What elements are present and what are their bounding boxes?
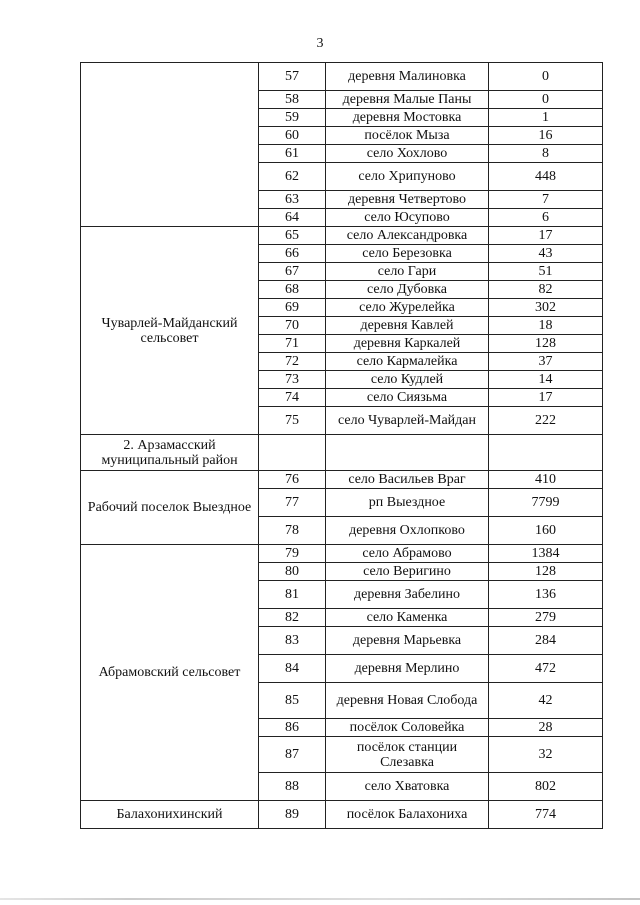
population-cell: 82 <box>489 281 603 299</box>
population-cell: 6 <box>489 209 603 227</box>
settlement-number-cell: 77 <box>259 489 326 517</box>
settlement-name-cell: деревня Четвертово <box>326 191 489 209</box>
settlement-name-cell: рп Выездное <box>326 489 489 517</box>
population-cell: 14 <box>489 371 603 389</box>
settlement-number-cell <box>259 435 326 471</box>
population-cell: 51 <box>489 263 603 281</box>
population-cell: 222 <box>489 407 603 435</box>
settlement-name-cell: село Кармалейка <box>326 353 489 371</box>
settlement-name-cell: деревня Мерлино <box>326 655 489 683</box>
settlement-number-cell: 60 <box>259 127 326 145</box>
settlement-number-cell: 62 <box>259 163 326 191</box>
settlements-table <box>80 62 603 829</box>
settlement-number-cell: 80 <box>259 563 326 581</box>
population-cell <box>489 435 603 471</box>
population-cell: 136 <box>489 581 603 609</box>
settlement-name-cell: деревня Охлопково <box>326 517 489 545</box>
population-cell: 17 <box>489 389 603 407</box>
population-cell: 279 <box>489 609 603 627</box>
municipality-cell: Рабочий поселок Выездное <box>81 471 259 545</box>
settlement-number-cell: 61 <box>259 145 326 163</box>
settlement-number-cell: 87 <box>259 737 326 773</box>
settlement-name-cell: посёлок Соловейка <box>326 719 489 737</box>
settlement-number-cell: 86 <box>259 719 326 737</box>
population-cell: 160 <box>489 517 603 545</box>
population-cell: 448 <box>489 163 603 191</box>
table-row <box>81 63 603 91</box>
population-cell: 7799 <box>489 489 603 517</box>
settlement-name-cell: село Дубовка <box>326 281 489 299</box>
municipality-cell: Балахонихинский <box>81 801 259 829</box>
settlement-name-cell: село Веригино <box>326 563 489 581</box>
municipality-cell <box>81 63 259 227</box>
population-cell: 410 <box>489 471 603 489</box>
settlement-number-cell: 65 <box>259 227 326 245</box>
municipality-cell: 2. Арзамасский муниципальный район <box>81 435 259 471</box>
settlement-name-cell: село Александровка <box>326 227 489 245</box>
table-row <box>81 471 603 489</box>
settlement-number-cell: 66 <box>259 245 326 263</box>
population-cell: 302 <box>489 299 603 317</box>
settlement-number-cell: 75 <box>259 407 326 435</box>
population-cell: 1 <box>489 109 603 127</box>
population-cell: 128 <box>489 335 603 353</box>
settlement-name-cell: деревня Малиновка <box>326 63 489 91</box>
settlement-number-cell: 79 <box>259 545 326 563</box>
settlement-name-cell: деревня Новая Слобода <box>326 683 489 719</box>
settlement-name-cell: деревня Марьевка <box>326 627 489 655</box>
settlement-name-cell: посёлок станции Слезавка <box>326 737 489 773</box>
settlement-number-cell: 71 <box>259 335 326 353</box>
scan-edge <box>0 898 640 900</box>
population-cell: 7 <box>489 191 603 209</box>
settlement-number-cell: 63 <box>259 191 326 209</box>
settlement-name-cell: село Кудлей <box>326 371 489 389</box>
settlement-name-cell: деревня Малые Паны <box>326 91 489 109</box>
settlement-number-cell: 68 <box>259 281 326 299</box>
settlement-name-cell: деревня Мостовка <box>326 109 489 127</box>
settlement-name-cell: село Сиязьма <box>326 389 489 407</box>
settlement-number-cell: 57 <box>259 63 326 91</box>
settlement-number-cell: 83 <box>259 627 326 655</box>
population-cell: 774 <box>489 801 603 829</box>
settlement-name-cell: село Васильев Враг <box>326 471 489 489</box>
settlement-number-cell: 58 <box>259 91 326 109</box>
settlement-name-cell: село Хрипуново <box>326 163 489 191</box>
settlement-number-cell: 73 <box>259 371 326 389</box>
population-cell: 802 <box>489 773 603 801</box>
settlement-number-cell: 81 <box>259 581 326 609</box>
population-cell: 0 <box>489 63 603 91</box>
settlement-number-cell: 84 <box>259 655 326 683</box>
settlement-name-cell: деревня Кавлей <box>326 317 489 335</box>
settlement-number-cell: 76 <box>259 471 326 489</box>
settlement-name-cell: село Березовка <box>326 245 489 263</box>
settlement-number-cell: 69 <box>259 299 326 317</box>
population-cell: 16 <box>489 127 603 145</box>
settlement-number-cell: 59 <box>259 109 326 127</box>
settlement-number-cell: 72 <box>259 353 326 371</box>
municipality-cell: Чуварлей-Майданский сельсовет <box>81 227 259 435</box>
settlement-name-cell: село Чуварлей-Майдан <box>326 407 489 435</box>
settlement-number-cell: 85 <box>259 683 326 719</box>
population-cell: 128 <box>489 563 603 581</box>
settlement-name-cell: село Хватовка <box>326 773 489 801</box>
population-cell: 43 <box>489 245 603 263</box>
population-cell: 284 <box>489 627 603 655</box>
page-number: 3 <box>316 36 324 51</box>
settlement-number-cell: 89 <box>259 801 326 829</box>
settlement-name-cell: деревня Каркалей <box>326 335 489 353</box>
population-cell: 17 <box>489 227 603 245</box>
settlement-name-cell: село Абрамово <box>326 545 489 563</box>
settlement-number-cell: 88 <box>259 773 326 801</box>
settlement-name-cell: село Гари <box>326 263 489 281</box>
settlement-number-cell: 64 <box>259 209 326 227</box>
table-row <box>81 227 603 245</box>
population-cell: 28 <box>489 719 603 737</box>
settlement-name-cell: село Хохлово <box>326 145 489 163</box>
population-cell: 472 <box>489 655 603 683</box>
settlement-number-cell: 70 <box>259 317 326 335</box>
settlement-number-cell: 78 <box>259 517 326 545</box>
settlement-name-cell <box>326 435 489 471</box>
population-cell: 37 <box>489 353 603 371</box>
population-cell: 42 <box>489 683 603 719</box>
table-row <box>81 545 603 563</box>
settlement-number-cell: 82 <box>259 609 326 627</box>
table-row <box>81 801 603 829</box>
settlement-name-cell: село Каменка <box>326 609 489 627</box>
settlement-name-cell: деревня Забелино <box>326 581 489 609</box>
population-cell: 32 <box>489 737 603 773</box>
population-cell: 0 <box>489 91 603 109</box>
population-cell: 8 <box>489 145 603 163</box>
settlement-name-cell: село Журелейка <box>326 299 489 317</box>
settlement-name-cell: посёлок Балахониха <box>326 801 489 829</box>
settlement-name-cell: посёлок Мыза <box>326 127 489 145</box>
population-cell: 1384 <box>489 545 603 563</box>
settlement-number-cell: 67 <box>259 263 326 281</box>
municipality-cell: Абрамовский сельсовет <box>81 545 259 801</box>
population-cell: 18 <box>489 317 603 335</box>
table-row <box>81 435 603 471</box>
settlement-name-cell: село Юсупово <box>326 209 489 227</box>
settlement-number-cell: 74 <box>259 389 326 407</box>
